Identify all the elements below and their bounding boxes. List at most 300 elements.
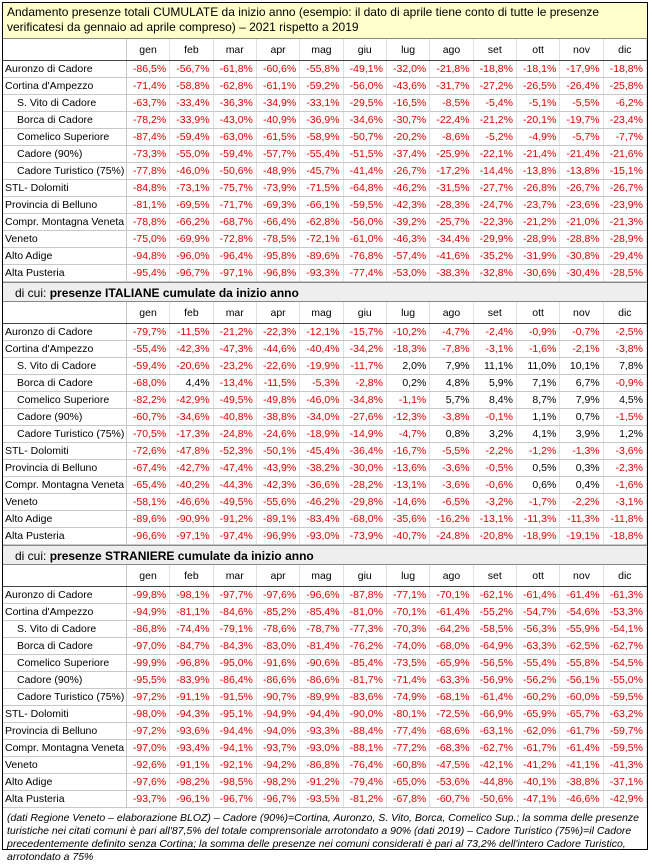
value-cell: 0,6% <box>517 477 560 493</box>
value-cell: -73,5% <box>387 655 430 671</box>
value-cell: -93,3% <box>300 723 343 739</box>
value-cell: -68,3% <box>430 740 473 756</box>
value-cell: -43,9% <box>257 460 300 476</box>
value-cell: -61,8% <box>214 61 257 77</box>
month-header: mag <box>300 39 343 60</box>
value-cell: -41,3% <box>604 757 647 773</box>
value-cell: -34,0% <box>300 409 343 425</box>
value-cell: -61,4% <box>517 587 560 603</box>
value-cell: -68,1% <box>430 689 473 705</box>
value-cell: -95,5% <box>127 672 170 688</box>
value-cell: -60,7% <box>127 409 170 425</box>
value-cell: -81,7% <box>344 672 387 688</box>
row-label: Cadore (90%) <box>3 672 127 688</box>
month-header: ago <box>430 39 473 60</box>
value-cell: -73,3% <box>127 146 170 162</box>
month-header: apr <box>257 302 300 323</box>
value-cell: -30,8% <box>560 248 603 264</box>
value-cell: -57,7% <box>257 146 300 162</box>
value-cell: -71,7% <box>214 197 257 213</box>
value-cell: -97,0% <box>127 740 170 756</box>
value-cell: -14,9% <box>344 426 387 442</box>
value-cell: -28,5% <box>604 265 647 281</box>
value-cell: -11,7% <box>344 358 387 374</box>
value-cell: -66,4% <box>257 214 300 230</box>
value-cell: -4,9% <box>517 129 560 145</box>
table-row <box>3 706 647 723</box>
value-cell: -23,6% <box>560 197 603 213</box>
table-row <box>3 214 647 231</box>
value-cell: 0,4% <box>560 477 603 493</box>
value-cell: -31,5% <box>430 180 473 196</box>
value-cell: 8,4% <box>474 392 517 408</box>
value-cell: -2,2% <box>560 494 603 510</box>
section-heading <box>3 282 647 302</box>
value-cell: -89,6% <box>127 511 170 527</box>
value-cell: 5,9% <box>474 375 517 391</box>
value-cell: -13,1% <box>474 511 517 527</box>
value-cell: -96,7% <box>170 265 213 281</box>
value-cell: -61,4% <box>430 604 473 620</box>
value-cell: -16,7% <box>387 443 430 459</box>
value-cell: -38,8% <box>257 409 300 425</box>
value-cell: -2,4% <box>474 324 517 340</box>
value-cell: -40,9% <box>257 112 300 128</box>
value-cell: -64,8% <box>344 180 387 196</box>
value-cell: -73,9% <box>344 528 387 544</box>
value-cell: -86,6% <box>257 672 300 688</box>
value-cell: -34,6% <box>344 112 387 128</box>
value-cell: -68,7% <box>214 214 257 230</box>
month-header: set <box>474 302 517 323</box>
value-cell: -21,4% <box>517 146 560 162</box>
value-cell: -68,6% <box>430 723 473 739</box>
value-cell: -13,8% <box>560 163 603 179</box>
value-cell: -55,8% <box>300 61 343 77</box>
value-cell: 5,7% <box>430 392 473 408</box>
value-cell: -5,4% <box>474 95 517 111</box>
value-cell: -81,1% <box>127 197 170 213</box>
value-cell: -40,8% <box>214 409 257 425</box>
value-cell: -3,1% <box>604 494 647 510</box>
value-cell: -50,1% <box>257 443 300 459</box>
month-header: dic <box>604 565 647 586</box>
value-cell: 7,9% <box>430 358 473 374</box>
value-cell: -76,4% <box>344 757 387 773</box>
value-cell: 0,3% <box>560 460 603 476</box>
value-cell: -19,9% <box>300 358 343 374</box>
value-cell: -21,4% <box>560 146 603 162</box>
value-cell: -81,2% <box>344 791 387 807</box>
value-cell: -70,1% <box>430 587 473 603</box>
table-row <box>3 638 647 655</box>
value-cell: -8,6% <box>430 129 473 145</box>
value-cell: -32,8% <box>474 265 517 281</box>
value-cell: -63,1% <box>474 723 517 739</box>
value-cell: -49,5% <box>214 392 257 408</box>
value-cell: -77,4% <box>387 723 430 739</box>
value-cell: -6,2% <box>604 95 647 111</box>
value-cell: -90,0% <box>344 706 387 722</box>
value-cell: -93,7% <box>127 791 170 807</box>
value-cell: -54,7% <box>517 604 560 620</box>
section-heading-prefix: di cui: <box>15 549 50 563</box>
value-cell: -22,1% <box>474 146 517 162</box>
value-cell: -57,4% <box>387 248 430 264</box>
value-cell: -46,6% <box>560 791 603 807</box>
table-frame <box>2 2 648 863</box>
value-cell: -46,3% <box>387 231 430 247</box>
value-cell: -77,4% <box>344 265 387 281</box>
value-cell: -63,3% <box>430 672 473 688</box>
value-cell: -59,4% <box>170 129 213 145</box>
value-cell: -47,5% <box>430 757 473 773</box>
value-cell: -25,9% <box>430 146 473 162</box>
value-cell: -23,7% <box>517 197 560 213</box>
value-cell: -98,2% <box>257 774 300 790</box>
month-header: ott <box>517 302 560 323</box>
value-cell: -85,2% <box>257 604 300 620</box>
row-label: Compr. Montagna Veneta <box>3 477 127 493</box>
value-cell: -38,2% <box>300 460 343 476</box>
row-label: S. Vito di Cadore <box>3 621 127 637</box>
value-cell: -3,2% <box>474 494 517 510</box>
value-cell: -35,6% <box>387 511 430 527</box>
value-cell: -96,6% <box>300 587 343 603</box>
value-cell: 11,1% <box>474 358 517 374</box>
value-cell: -61,0% <box>344 231 387 247</box>
value-cell: -91,2% <box>214 511 257 527</box>
value-cell: -15,1% <box>604 163 647 179</box>
table-row <box>3 409 647 426</box>
value-cell: -81,1% <box>170 604 213 620</box>
month-header: gen <box>127 565 170 586</box>
value-cell: -3,8% <box>430 409 473 425</box>
value-cell: -44,3% <box>214 477 257 493</box>
value-cell: -29,4% <box>604 248 647 264</box>
row-label: Veneto <box>3 231 127 247</box>
value-cell: -97,6% <box>127 774 170 790</box>
value-cell: -69,9% <box>170 231 213 247</box>
value-cell: -21,8% <box>430 61 473 77</box>
value-cell: -24,8% <box>214 426 257 442</box>
value-cell: -22,4% <box>430 112 473 128</box>
sections-container <box>3 39 647 808</box>
value-cell: -34,8% <box>344 392 387 408</box>
value-cell: -60,7% <box>430 791 473 807</box>
value-cell: -98,5% <box>214 774 257 790</box>
row-label: Alto Adige <box>3 774 127 790</box>
month-header: set <box>474 565 517 586</box>
value-cell: -13,8% <box>517 163 560 179</box>
value-cell: 4,5% <box>604 392 647 408</box>
value-cell: -86,5% <box>127 61 170 77</box>
value-cell: -12,3% <box>387 409 430 425</box>
value-cell: 7,8% <box>604 358 647 374</box>
row-label: Borca di Cadore <box>3 112 127 128</box>
value-cell: -72,5% <box>430 706 473 722</box>
value-cell: -65,4% <box>127 477 170 493</box>
value-cell: -81,4% <box>300 638 343 654</box>
value-cell: -11,8% <box>604 511 647 527</box>
month-header: apr <box>257 565 300 586</box>
value-cell: -59,5% <box>344 197 387 213</box>
row-label: Alta Pusteria <box>3 791 127 807</box>
value-cell: -23,4% <box>604 112 647 128</box>
value-cell: -93,0% <box>300 740 343 756</box>
value-cell: -23,9% <box>604 197 647 213</box>
value-cell: -84,6% <box>214 604 257 620</box>
value-cell: -63,2% <box>604 706 647 722</box>
value-cell: -46,0% <box>170 163 213 179</box>
value-cell: -77,3% <box>344 621 387 637</box>
month-header: mar <box>214 39 257 60</box>
table-row <box>3 341 647 358</box>
table-row <box>3 358 647 375</box>
value-cell: -69,5% <box>170 197 213 213</box>
value-cell: 11,0% <box>517 358 560 374</box>
value-cell: -97,0% <box>127 638 170 654</box>
value-cell: -94,1% <box>214 740 257 756</box>
value-cell: -70,5% <box>127 426 170 442</box>
month-header: gen <box>127 39 170 60</box>
value-cell: -85,4% <box>300 604 343 620</box>
value-cell: -89,1% <box>257 511 300 527</box>
value-cell: -26,7% <box>387 163 430 179</box>
value-cell: -97,4% <box>214 528 257 544</box>
value-cell: -60,6% <box>257 61 300 77</box>
value-cell: -58,1% <box>127 494 170 510</box>
value-cell: -21,0% <box>560 214 603 230</box>
value-cell: -63,0% <box>214 129 257 145</box>
value-cell: -87,4% <box>127 129 170 145</box>
value-cell: -27,7% <box>474 180 517 196</box>
table-row <box>3 528 647 545</box>
value-cell: -22,3% <box>257 324 300 340</box>
month-header: dic <box>604 302 647 323</box>
value-cell: -95,1% <box>214 706 257 722</box>
value-cell: -90,6% <box>300 655 343 671</box>
value-cell: -66,1% <box>300 197 343 213</box>
value-cell: -75,7% <box>214 180 257 196</box>
month-header: ott <box>517 39 560 60</box>
value-cell: -61,5% <box>257 129 300 145</box>
value-cell: -34,6% <box>170 409 213 425</box>
value-cell: 1,2% <box>604 426 647 442</box>
value-cell: -28,8% <box>560 231 603 247</box>
value-cell: -18,3% <box>387 341 430 357</box>
table-row <box>3 231 647 248</box>
value-cell: -56,3% <box>517 621 560 637</box>
value-cell: -64,2% <box>430 621 473 637</box>
month-header: dic <box>604 39 647 60</box>
value-cell: -13,6% <box>387 460 430 476</box>
value-cell: 0,5% <box>517 460 560 476</box>
table-row <box>3 78 647 95</box>
value-cell: -16,5% <box>387 95 430 111</box>
value-cell: -98,2% <box>170 774 213 790</box>
value-cell: -47,1% <box>517 791 560 807</box>
row-label: Borca di Cadore <box>3 375 127 391</box>
value-cell: -52,3% <box>214 443 257 459</box>
value-cell: -65,7% <box>560 706 603 722</box>
value-cell: -55,4% <box>517 655 560 671</box>
value-cell: -47,3% <box>214 341 257 357</box>
value-cell: -13,4% <box>214 375 257 391</box>
value-cell: -79,7% <box>127 324 170 340</box>
value-cell: -41,6% <box>430 248 473 264</box>
value-cell: -50,7% <box>344 129 387 145</box>
value-cell: -42,7% <box>170 460 213 476</box>
value-cell: -67,4% <box>127 460 170 476</box>
value-cell: -61,4% <box>560 587 603 603</box>
table-row <box>3 791 647 808</box>
value-cell: -38,8% <box>560 774 603 790</box>
row-label: Cadore Turistico (75%) <box>3 426 127 442</box>
value-cell: -83,4% <box>300 511 343 527</box>
value-cell: -41,2% <box>517 757 560 773</box>
table-row <box>3 477 647 494</box>
value-cell: -17,3% <box>170 426 213 442</box>
value-cell: -51,5% <box>344 146 387 162</box>
value-cell: -21,3% <box>604 214 647 230</box>
month-header-row <box>3 39 647 61</box>
value-cell: -44,6% <box>257 341 300 357</box>
value-cell: -46,2% <box>300 494 343 510</box>
table-row <box>3 163 647 180</box>
table-row <box>3 494 647 511</box>
value-cell: -13,1% <box>387 477 430 493</box>
row-label: Alta Pusteria <box>3 265 127 281</box>
value-cell: -49,8% <box>257 392 300 408</box>
value-cell: -37,1% <box>604 774 647 790</box>
value-cell: -91,2% <box>300 774 343 790</box>
value-cell: -17,9% <box>560 61 603 77</box>
month-header: lug <box>387 39 430 60</box>
value-cell: -42,3% <box>387 197 430 213</box>
section-heading <box>3 545 647 565</box>
value-cell: -83,0% <box>257 638 300 654</box>
table-row <box>3 443 647 460</box>
table-title: Andamento presenze totali CUMULATE da inizio anno (esempio: il dato di aprile tiene conto di tutte le presenze verificatesi da gennaio ad aprile compreso) – 2021 rispetto a 2019 <box>3 3 647 39</box>
value-cell: -19,7% <box>560 112 603 128</box>
row-label: Alta Pusteria <box>3 528 127 544</box>
value-cell: -3,6% <box>430 460 473 476</box>
value-cell: -94,9% <box>127 604 170 620</box>
table-row <box>3 392 647 409</box>
table-row <box>3 740 647 757</box>
value-cell: -16,2% <box>430 511 473 527</box>
month-header: mag <box>300 565 343 586</box>
value-cell: -94,2% <box>257 757 300 773</box>
month-header: ago <box>430 565 473 586</box>
row-label: Alto Adige <box>3 511 127 527</box>
row-label: Cortina d'Ampezzo <box>3 341 127 357</box>
value-cell: -42,9% <box>170 392 213 408</box>
value-cell: -96,1% <box>170 791 213 807</box>
section-heading-title: presenze STRANIERE cumulate da inizio anno <box>49 549 314 563</box>
value-cell: -96,8% <box>257 265 300 281</box>
value-cell: -18,1% <box>517 61 560 77</box>
value-cell: -68,0% <box>344 511 387 527</box>
value-cell: -35,2% <box>474 248 517 264</box>
value-cell: -80,1% <box>387 706 430 722</box>
value-cell: -24,7% <box>474 197 517 213</box>
value-cell: -10,2% <box>387 324 430 340</box>
value-cell: -20,6% <box>170 358 213 374</box>
value-cell: -96,9% <box>257 528 300 544</box>
value-cell: 4,8% <box>430 375 473 391</box>
value-cell: -97,6% <box>257 587 300 603</box>
value-cell: -68,0% <box>127 375 170 391</box>
row-label: S. Vito di Cadore <box>3 95 127 111</box>
value-cell: -61,4% <box>474 689 517 705</box>
value-cell: -0,9% <box>604 375 647 391</box>
footnote: (dati Regione Veneto – elaborazione BLOZ) – Cadore (90%)=Cortina, Auronzo, S. Vito, Borca, Comelico Sup.; la somma delle presenze turistiche nei citati comuni è pari all'87,5% del totale comprensoriale arrotondato a 90% (dati 2019) – Cadore Turistico (75%)=il Cadore precedentemente definito senza Cortina; la somma delle presenze nei comuni considerati è pari al 73,2% dell'intero Cadore Turistico, arrotondato a 75% <box>7 812 639 863</box>
value-cell: -87,8% <box>344 587 387 603</box>
value-cell: -70,1% <box>387 604 430 620</box>
table-row <box>3 757 647 774</box>
value-cell: -92,6% <box>127 757 170 773</box>
value-cell: -8,5% <box>430 95 473 111</box>
value-cell: -30,7% <box>387 112 430 128</box>
value-cell: -88,4% <box>344 723 387 739</box>
value-cell: -26,8% <box>517 180 560 196</box>
value-cell: -99,8% <box>127 587 170 603</box>
value-cell: -48,9% <box>257 163 300 179</box>
value-cell: 1,1% <box>517 409 560 425</box>
table-row <box>3 723 647 740</box>
table-row <box>3 95 647 112</box>
table-row <box>3 248 647 265</box>
value-cell: -4,7% <box>430 324 473 340</box>
value-cell: -59,4% <box>214 146 257 162</box>
value-cell: -97,1% <box>214 265 257 281</box>
value-cell: -60,0% <box>560 689 603 705</box>
row-label: Provincia di Belluno <box>3 460 127 476</box>
value-cell: 8,7% <box>517 392 560 408</box>
value-cell: -34,2% <box>344 341 387 357</box>
value-cell: -59,7% <box>604 723 647 739</box>
row-label: Cadore (90%) <box>3 146 127 162</box>
month-header: apr <box>257 39 300 60</box>
month-header: feb <box>170 302 213 323</box>
value-cell: -20,8% <box>474 528 517 544</box>
value-cell: 0,2% <box>387 375 430 391</box>
value-cell: -62,7% <box>604 638 647 654</box>
value-cell: -33,1% <box>300 95 343 111</box>
table-row <box>3 146 647 163</box>
value-cell: -78,5% <box>257 231 300 247</box>
value-cell: -94,8% <box>127 248 170 264</box>
value-cell: -82,2% <box>127 392 170 408</box>
value-cell: -54,1% <box>604 621 647 637</box>
value-cell: -36,3% <box>214 95 257 111</box>
value-cell: -55,2% <box>474 604 517 620</box>
value-cell: -88,1% <box>344 740 387 756</box>
value-cell: 7,9% <box>560 392 603 408</box>
value-cell: -40,7% <box>387 528 430 544</box>
value-cell: -90,9% <box>170 511 213 527</box>
value-cell: -45,7% <box>300 163 343 179</box>
month-header-row <box>3 302 647 324</box>
value-cell: -86,8% <box>300 757 343 773</box>
value-cell: -14,6% <box>387 494 430 510</box>
value-cell: -5,5% <box>560 95 603 111</box>
row-label: Comelico Superiore <box>3 392 127 408</box>
value-cell: -65,0% <box>387 774 430 790</box>
value-cell: -66,9% <box>474 706 517 722</box>
